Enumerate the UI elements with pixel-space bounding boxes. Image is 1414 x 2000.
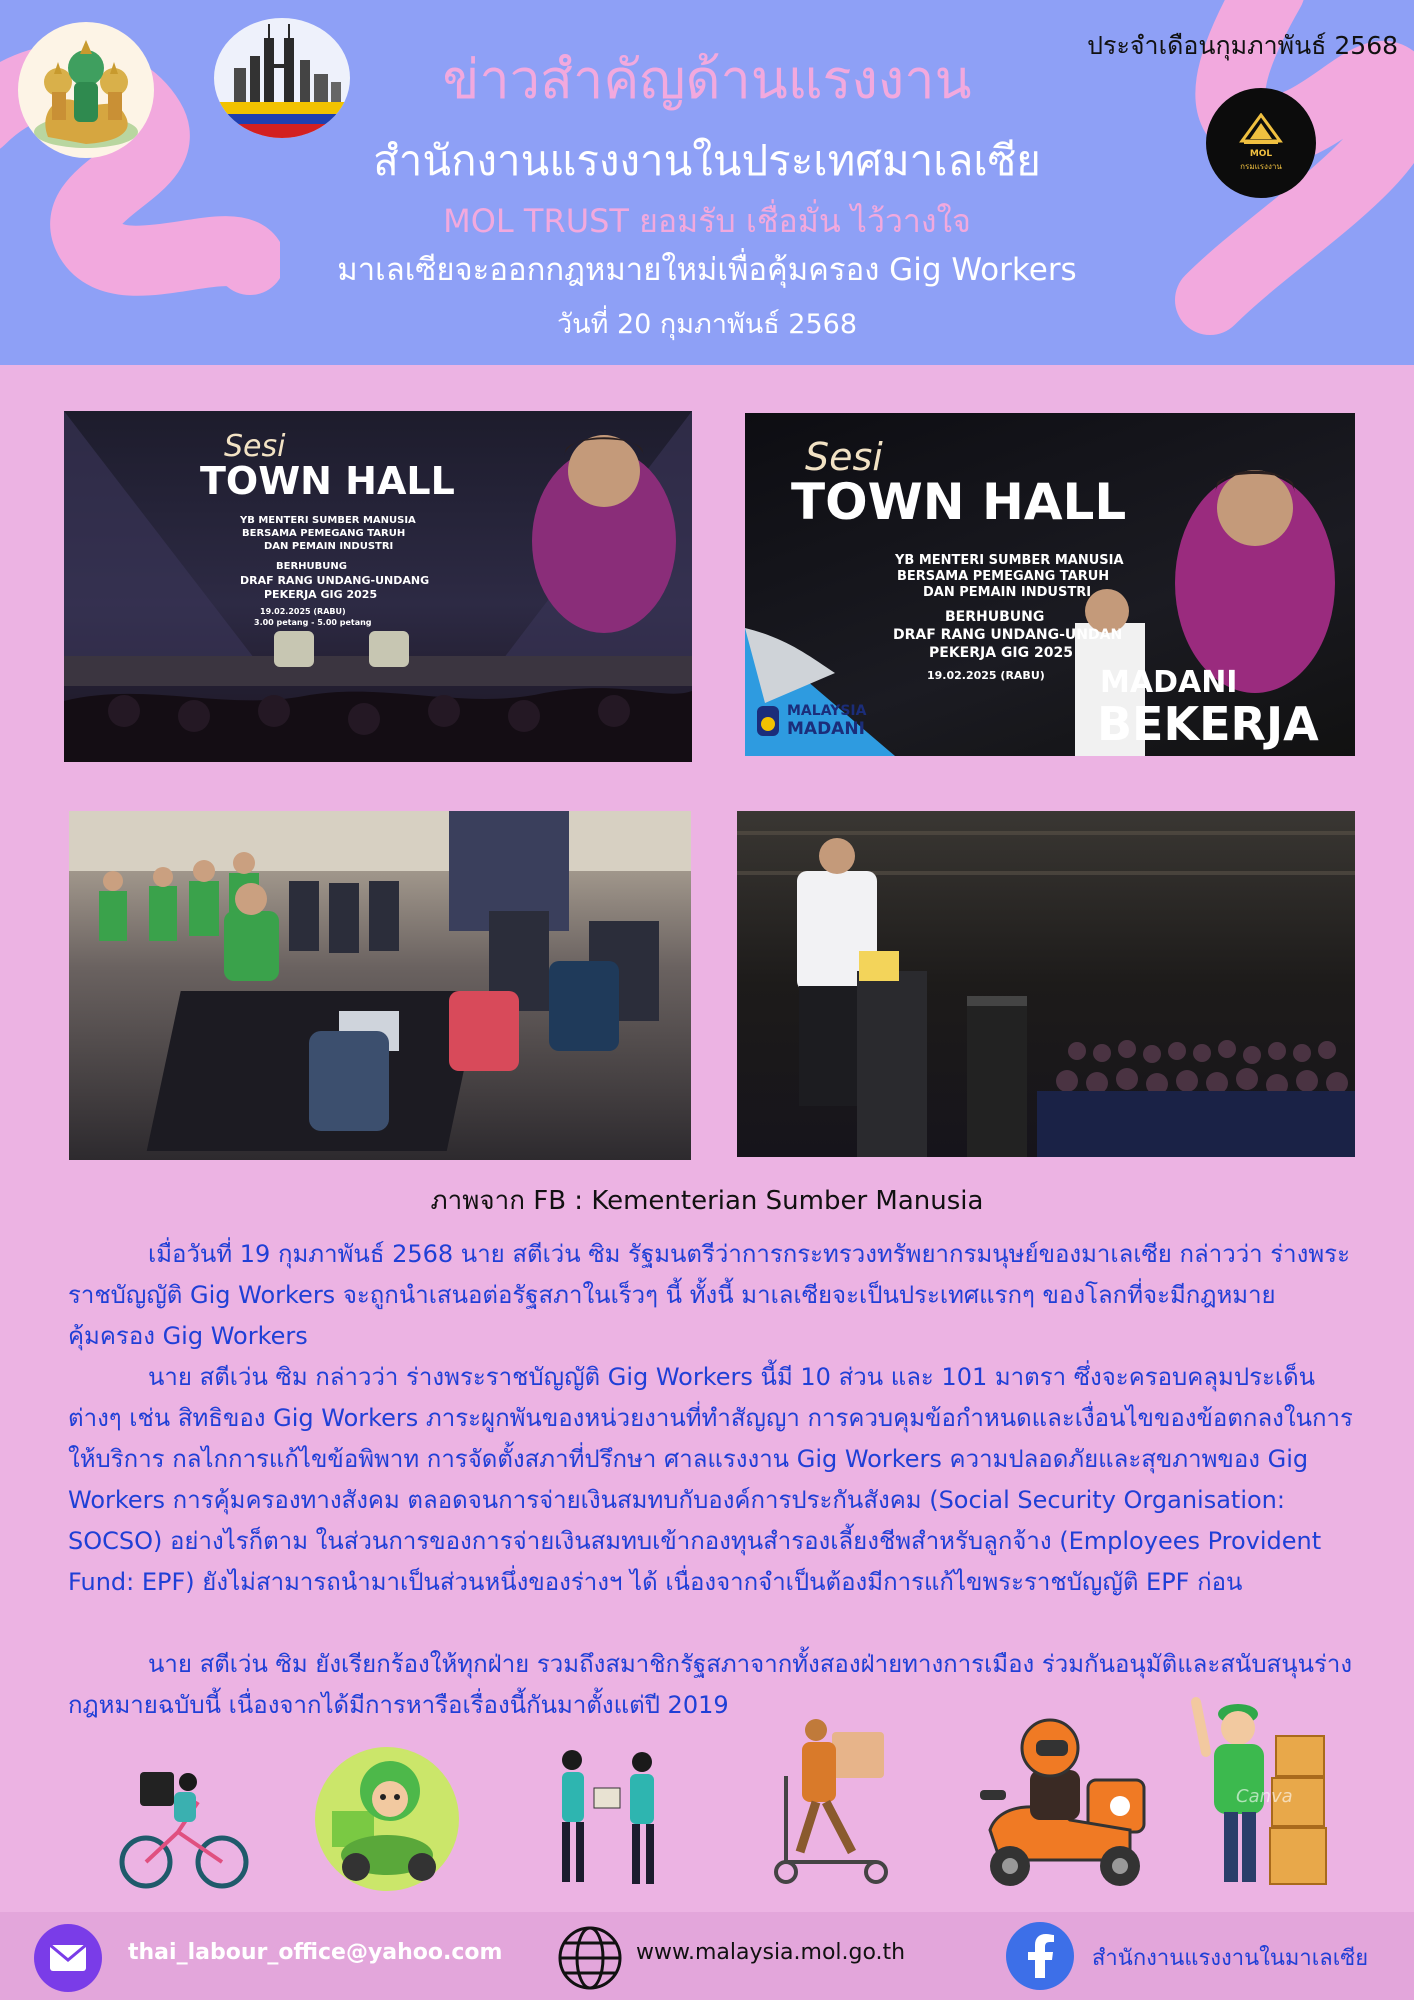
headline-date: วันที่ 20 กุมภาพันธ์ 2568 <box>556 309 858 340</box>
facebook-icon <box>1006 1922 1074 1990</box>
globe-icon <box>556 1924 624 1992</box>
slogan: MOL TRUST ยอมรับ เชื่อมั่น ไว้วางใจ <box>443 202 971 240</box>
photo-text-berhubung: BERHUBUNG <box>276 561 347 572</box>
photo-text-sesi: Sesi <box>224 429 286 464</box>
header-banner <box>0 0 1414 365</box>
photo-text-draft-bill: DRAF RANG UNDANG-UNDAN <box>893 627 1123 643</box>
website-link[interactable]: www.malaysia.mol.go.th <box>636 1940 906 1965</box>
photo-text-date: 19.02.2025 (RABU) <box>260 607 346 616</box>
madani-bekerja-line1: MADANI <box>1100 665 1238 700</box>
photo-text-town-hall: TOWN HALL <box>791 473 1127 531</box>
scooter-rider-illustration <box>312 1745 462 1893</box>
body-paragraph-1-text: เมื่อวันที่ 19 กุมภาพันธ์ 2568 นาย สตีเว่น ซิม รัฐมนตรีว่าการกระทรวงทรัพยากรมนุษย์ของมาเลเซีย กล่าวว่า ร่างพระราชบัญญัติ Gig Workers จะถูกนำเสนอต่อรัฐสภาในเร็วๆ นี้ ทั้งนี้ มาเลเซียจะเป็นประเทศแรกๆ ของโลกที่จะมีกฎหมายคุ้มครอง Gig Workers <box>68 1240 1350 1350</box>
body-paragraph-2 <box>68 1357 1358 1603</box>
photo-text-time: 3.00 petang - 5.00 petang <box>254 618 372 627</box>
mol-logo-text: MOL <box>1249 149 1273 159</box>
madani-bekerja-line2: BEKERJA <box>1097 697 1319 751</box>
photo-text-minister: YB MENTERI SUMBER MANUSIA <box>895 553 1124 568</box>
mail-icon <box>34 1924 102 1992</box>
photo-text-stakeholders: BERSAMA PEMEGANG TARUH <box>242 528 406 539</box>
motorbike-courier-illustration <box>970 1710 1156 1894</box>
madani-hand-icon <box>755 704 781 738</box>
body-paragraph-2-text: นาย สตีเว่น ซิม กล่าวว่า ร่างพระราชบัญญัติ Gig Workers นี้มี 10 ส่วน และ 101 มาตรา ซึ่งจะครอบคลุมประเด็นต่างๆ เช่น สิทธิของ Gig Workers ภาระผูกพันของหน่วยงานที่ทำสัญญา การควบคุมข้อกำหนดและเงื่อนไขของข้อตกลงในการให้บริการ กลไกการแก้ไขข้อพิพาท การจัดตั้งสภาที่ปรึกษา ศาลแรงงาน Gig Workers ความปลอดภัยและสุขภาพของ Gig Workers การคุ้มครองทางสังคม ตลอดจนการจ่ายเงินสมทบกับองค์การประกันสังคม (Social Security Organisation: SOCSO) อย่างไรก็ตาม ในส่วนการของการจ่ายเงินสมทบเข้ากองทุนสำรองเลี้ยงชีพสำหรับลูกจ้าง (Employees Provident Fund: EPF) ยังไม่สามารถนำมาเป็นส่วนหนึ่งของร่างฯ ได้ เนื่องจากจำเป็นต้องมีการแก้ไขพระราชบัญญัติ EPF ก่อน <box>68 1363 1353 1596</box>
photo-text-stakeholders: BERSAMA PEMEGANG TARUH <box>897 569 1110 584</box>
footer-contact-bar <box>0 1912 1414 2000</box>
newsletter-title: ข่าวสำคัญด้านแรงงาน <box>442 48 972 111</box>
body-paragraph-3-text: นาย สตีเว่น ซิม ยังเรียกร้องให้ทุกฝ่าย รวมถึงสมาชิกรัฐสภาจากทั้งสองฝ่ายทางการเมือง ร่วมกันอนุมัติและสนับสนุนร่างกฎหมายฉบับนี้ เนื่องจากได้มีการหารือเรื่องนี้กันมาตั้งแต่ปี 2019 <box>68 1650 1353 1719</box>
mol-logo-subtext: กรมแรงงาน <box>1240 162 1282 171</box>
photo-text-draft-bill: DRAF RANG UNDANG-UNDANG <box>240 574 430 587</box>
malaysia-madani-badge <box>755 703 866 739</box>
photo-caption: ภาพจาก FB : Kementerian Sumber Manusia <box>430 1186 984 1216</box>
photo-town-hall-stage <box>64 411 692 762</box>
body-paragraph-3 <box>68 1644 1358 1726</box>
photo-text-gig-2025: PEKERJA GIG 2025 <box>264 588 378 601</box>
headline: มาเลเซียจะออกกฎหมายใหม่เพื่อคุ้มครอง Gig Workers <box>337 252 1077 288</box>
body-paragraph-1 <box>68 1234 1358 1357</box>
photo-minister-speech <box>737 811 1355 1157</box>
email-link[interactable]: thai_labour_office@yahoo.com <box>128 1940 503 1965</box>
photo-text-industry: DAN PEMAIN INDUSTRI <box>923 585 1092 600</box>
canva-watermark: Canva <box>1236 1786 1293 1807</box>
photo-text-minister: YB MENTERI SUMBER MANUSIA <box>240 515 416 526</box>
photo-text-date: 19.02.2025 (RABU) <box>927 669 1045 682</box>
delivery-cyclist-illustration <box>118 1762 250 1892</box>
madani-badge-line1: MALAYSIA <box>787 703 867 719</box>
facebook-link[interactable]: สำนักงานแรงงานในมาเลเซีย <box>1092 1946 1369 1971</box>
handover-illustration <box>548 1742 668 1892</box>
photo-text-industry: DAN PEMAIN INDUSTRI <box>264 541 394 552</box>
kick-scooter-courier-illustration <box>766 1712 906 1892</box>
photo-text-gig-2025: PEKERJA GIG 2025 <box>929 645 1073 661</box>
madani-badge-line2: MADANI <box>787 719 865 739</box>
photo-registration-queue <box>69 811 691 1160</box>
photo-town-hall-poster <box>745 413 1355 756</box>
photo-text-berhubung: BERHUBUNG <box>945 609 1045 625</box>
issue-month-label: ประจำเดือนกุมภาพันธ์ 2568 <box>1087 31 1398 60</box>
parcel-courier-illustration <box>1186 1692 1346 1902</box>
photo-text-sesi: Sesi <box>805 435 883 479</box>
office-name: สำนักงานแรงงานในประเทศมาเลเซีย <box>373 136 1041 185</box>
photo-text-town-hall: TOWN HALL <box>200 459 455 503</box>
